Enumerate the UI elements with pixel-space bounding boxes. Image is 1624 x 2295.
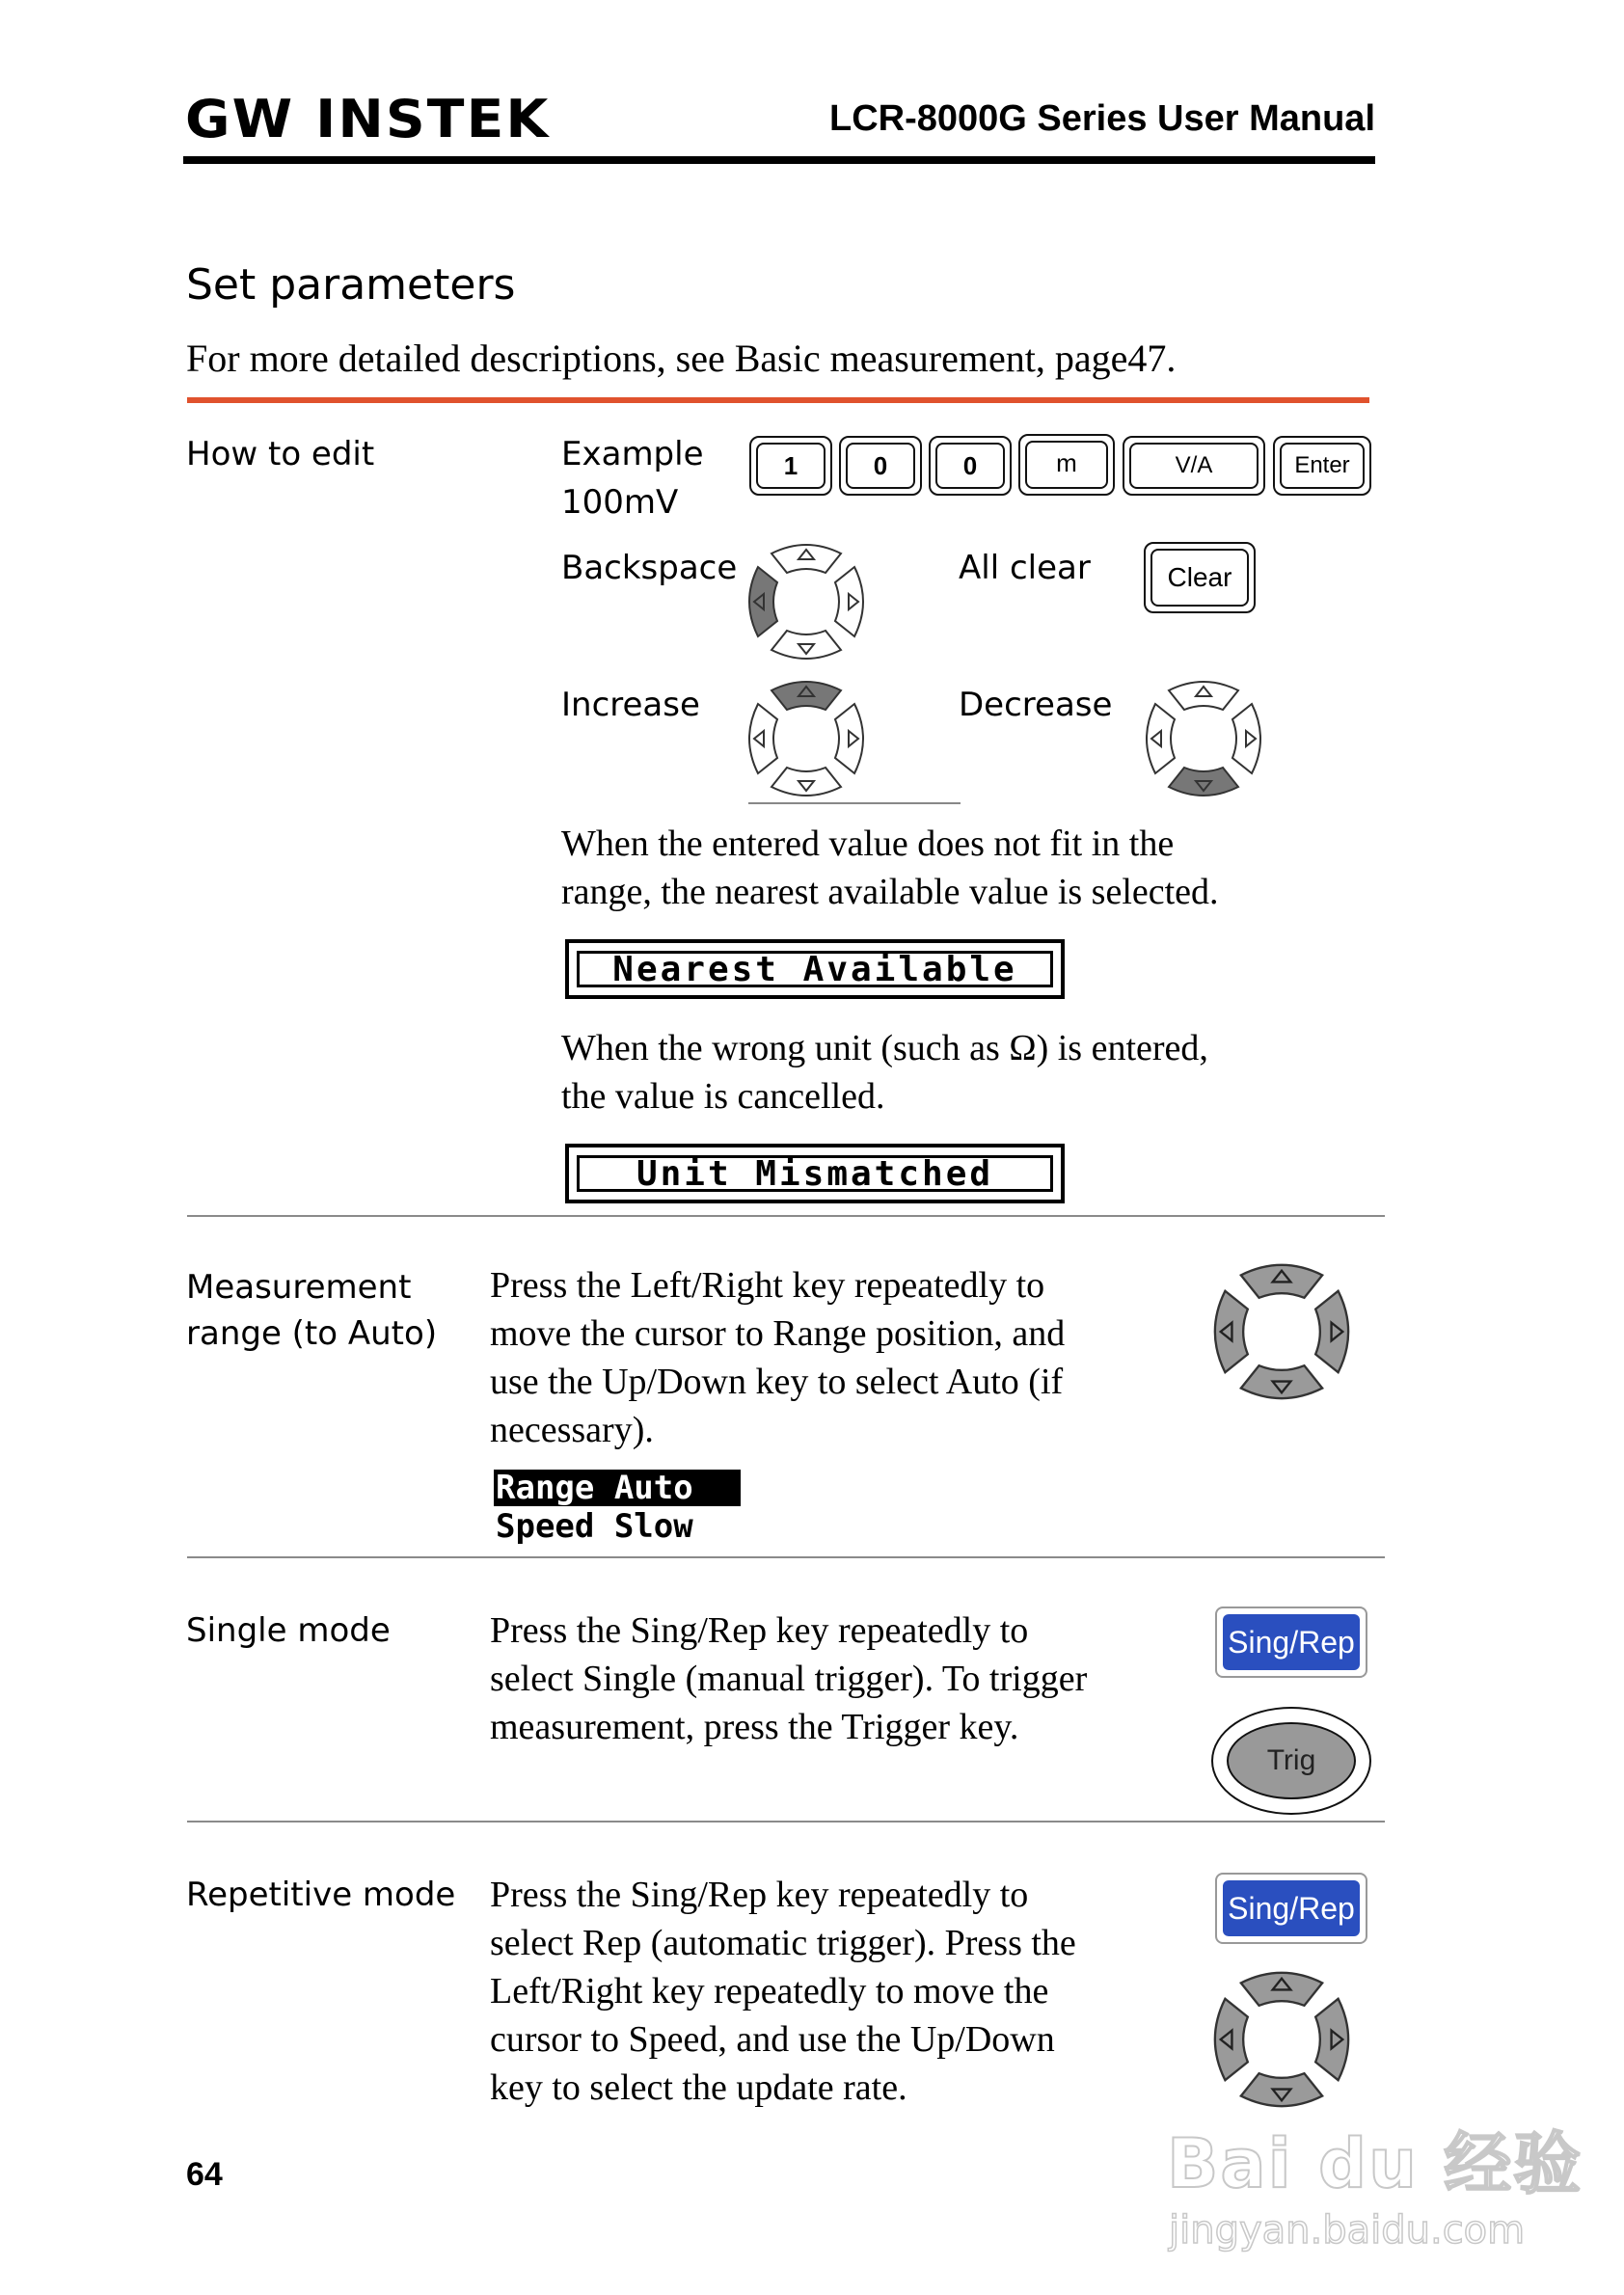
manual-title: LCR-8000G Series User Manual	[828, 98, 1375, 139]
measurement-range-line-4: necessary).	[490, 1410, 654, 1450]
unit-mismatched-lcd-text: Unit Mismatched	[577, 1155, 1053, 1192]
speed-slow-lcd-line: Speed Slow	[496, 1507, 693, 1546]
key-1[interactable]	[749, 436, 832, 496]
increase-label: Increase	[561, 686, 700, 724]
how-to-edit-label: How to edit	[186, 435, 375, 473]
key-0-second[interactable]	[929, 436, 1012, 496]
measurement-range-label-1: Measurement	[186, 1268, 412, 1307]
accent-rule	[187, 397, 1369, 403]
sing-rep-button-repetitive-label: Sing/Rep	[1223, 1880, 1360, 1936]
sing-rep-button[interactable]	[1215, 1606, 1367, 1678]
single-mode-line-1: Press the Sing/Rep key repeatedly to	[490, 1610, 1029, 1651]
measurement-range-line-1: Press the Left/Right key repeatedly to	[490, 1265, 1045, 1306]
mismatch-text-line-1: When the wrong unit (such as Ω) is entered,	[561, 1028, 1208, 1068]
increase-nav-pad-icon[interactable]	[744, 677, 868, 800]
key-0-first-label: 0	[846, 443, 915, 489]
example-label: Example	[561, 435, 704, 473]
baidu-watermark-url: jingyan.baidu.com	[1169, 2208, 1526, 2253]
key-enter[interactable]	[1273, 436, 1371, 496]
key-v-a[interactable]	[1123, 436, 1265, 496]
clear-button[interactable]	[1144, 542, 1256, 613]
key-v-a-label: V/A	[1129, 443, 1259, 489]
trig-button-label: Trig	[1227, 1722, 1356, 1799]
header-rule	[183, 156, 1375, 164]
separator-2	[187, 1556, 1385, 1558]
key-enter-label: Enter	[1280, 443, 1365, 489]
range-nav-pad-icon[interactable]	[1209, 1259, 1354, 1404]
repetitive-nav-pad-icon[interactable]	[1209, 1967, 1354, 2112]
repetitive-mode-line-2: select Rep (automatic trigger). Press the	[490, 1923, 1076, 1963]
nearest-available-lcd	[565, 939, 1065, 999]
gw-instek-logo: GW INSTEK	[185, 89, 551, 149]
trig-button[interactable]	[1211, 1707, 1371, 1815]
section-reference: For more detailed descriptions, see Basic measurement, page47.	[186, 337, 1177, 380]
separator-1	[187, 1215, 1385, 1217]
sing-rep-button-repetitive[interactable]	[1215, 1873, 1367, 1944]
repetitive-mode-line-3: Left/Right key repeatedly to move the	[490, 1971, 1049, 2012]
page-number: 64	[186, 2156, 223, 2193]
baidu-watermark: Bai du 经验	[1167, 2124, 1583, 2203]
example-value: 100mV	[561, 483, 679, 522]
unit-mismatched-lcd	[565, 1144, 1065, 1203]
decrease-label: Decrease	[959, 686, 1113, 724]
key-m-label: m	[1025, 441, 1108, 489]
measurement-range-line-2: move the cursor to Range position, and	[490, 1313, 1066, 1354]
nearest-text-line-2: range, the nearest available value is selected.	[561, 872, 1219, 912]
repetitive-mode-label: Repetitive mode	[186, 1876, 456, 1914]
repetitive-mode-line-1: Press the Sing/Rep key repeatedly to	[490, 1875, 1029, 1915]
decrease-nav-pad-icon[interactable]	[1142, 677, 1265, 800]
mismatch-text-line-2: the value is cancelled.	[561, 1076, 885, 1117]
key-0-first[interactable]	[839, 436, 922, 496]
single-mode-line-2: select Single (manual trigger). To trigger	[490, 1659, 1088, 1699]
backspace-label: Backspace	[561, 549, 738, 587]
measurement-range-line-3: use the Up/Down key to select Auto (if	[490, 1362, 1064, 1402]
single-mode-label: Single mode	[186, 1611, 391, 1650]
nearest-text-line-1: When the entered value does not fit in the	[561, 824, 1175, 864]
all-clear-label: All clear	[959, 549, 1091, 587]
measurement-range-label-2: range (to Auto)	[186, 1314, 438, 1353]
repetitive-mode-line-4: cursor to Speed, and use the Up/Down	[490, 2019, 1055, 2060]
backspace-nav-pad-icon[interactable]	[744, 540, 868, 663]
clear-button-label: Clear	[1150, 549, 1249, 607]
separator-3	[187, 1821, 1385, 1822]
repetitive-mode-line-5: key to select the update rate.	[490, 2067, 907, 2108]
nearest-available-lcd-text: Nearest Available	[577, 951, 1053, 987]
increase-underline	[748, 802, 961, 804]
section-title: Set parameters	[186, 260, 516, 310]
sing-rep-button-label: Sing/Rep	[1223, 1614, 1360, 1670]
single-mode-line-3: measurement, press the Trigger key.	[490, 1707, 1019, 1747]
key-m[interactable]	[1018, 434, 1115, 496]
range-auto-lcd-line: Range Auto	[494, 1470, 741, 1506]
key-0-second-label: 0	[935, 443, 1005, 489]
key-1-label: 1	[756, 443, 826, 489]
